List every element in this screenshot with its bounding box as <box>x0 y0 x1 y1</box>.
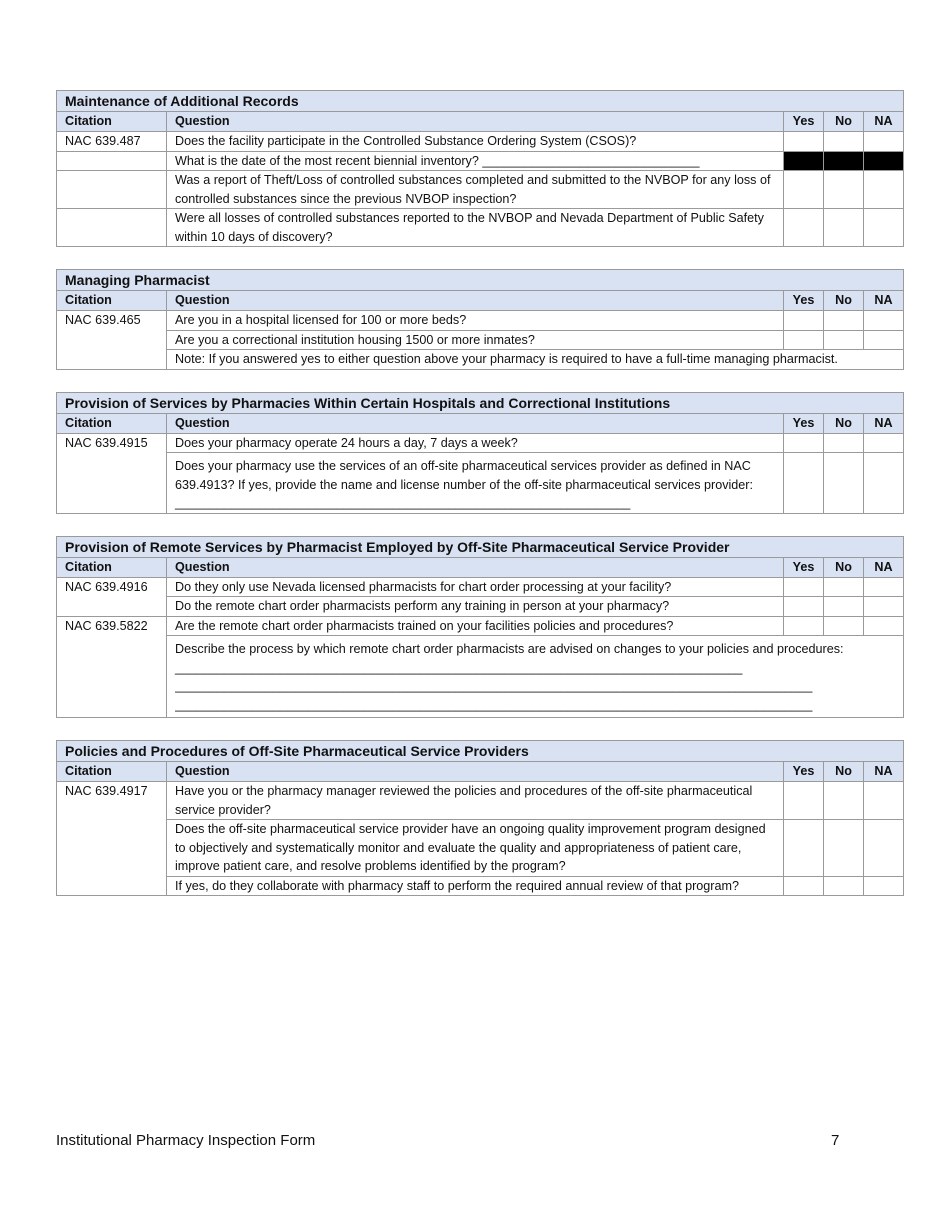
header-citation: Citation <box>57 557 167 577</box>
no-checkbox[interactable] <box>824 311 864 331</box>
header-yes: Yes <box>784 413 824 433</box>
yes-checkbox[interactable] <box>784 876 824 896</box>
header-no: No <box>824 762 864 782</box>
section-title: Maintenance of Additional Records <box>57 91 904 112</box>
table-row <box>57 820 904 877</box>
footer-form-name: Institutional Pharmacy Inspection Form <box>56 1132 316 1149</box>
question-cell: Do the remote chart order pharmacists perform any training in person at your pharmacy? <box>167 597 784 617</box>
section-maintenance-additional-records <box>56 90 904 247</box>
yes-checkbox[interactable] <box>784 577 824 597</box>
citation-cell: NAC 639.4917 <box>57 782 167 896</box>
header-question: Question <box>167 291 784 311</box>
table-row <box>57 577 904 597</box>
yes-checkbox[interactable] <box>784 616 824 636</box>
no-checkbox[interactable] <box>824 820 864 877</box>
table-row <box>57 782 904 820</box>
yes-checkbox[interactable] <box>784 209 824 247</box>
table-row <box>57 350 904 370</box>
header-citation: Citation <box>57 762 167 782</box>
no-checkbox[interactable] <box>824 433 864 453</box>
blacked-out-cell <box>784 151 824 171</box>
question-cell: Does the off-site pharmaceutical service provider have an ongoing quality improvement program designed to objectively and systematically monitor and evaluate the quality and appropriateness of patient care, improve patient care, and resolve problems identified by the program? <box>167 820 784 877</box>
section-title: Provision of Services by Pharmacies Within Certain Hospitals and Correctional Institutions <box>57 392 904 413</box>
section-provision-services-hospitals <box>56 392 904 514</box>
citation-cell <box>57 151 167 171</box>
describe-process-prompt: Describe the process by which remote chart order pharmacists are advised on changes to your policies and procedures: _________________________________________________________________________________ <box>175 642 844 675</box>
na-checkbox[interactable] <box>864 453 904 514</box>
header-question: Question <box>167 112 784 132</box>
question-cell: Were all losses of controlled substances reported to the NVBOP and Nevada Department of Public Safety within 10 days of discovery? <box>167 209 784 247</box>
blacked-out-cell <box>864 151 904 171</box>
table-row <box>57 636 904 718</box>
na-checkbox[interactable] <box>864 577 904 597</box>
header-citation: Citation <box>57 112 167 132</box>
na-checkbox[interactable] <box>864 311 904 331</box>
na-checkbox[interactable] <box>864 330 904 350</box>
table-row <box>57 311 904 331</box>
yes-checkbox[interactable] <box>784 171 824 209</box>
na-checkbox[interactable] <box>864 132 904 152</box>
header-citation: Citation <box>57 413 167 433</box>
na-checkbox[interactable] <box>864 597 904 617</box>
no-checkbox[interactable] <box>824 132 864 152</box>
blacked-out-cell <box>824 151 864 171</box>
question-cell: Are you in a hospital licensed for 100 or more beds? <box>167 311 784 331</box>
header-na: NA <box>864 413 904 433</box>
question-cell: Was a report of Theft/Loss of controlled substances completed and submitted to the NVBOP for any loss of controlled substances since the previous NVBOP inspection? <box>167 171 784 209</box>
header-no: No <box>824 112 864 132</box>
table-row <box>57 132 904 152</box>
question-cell: If yes, do they collaborate with pharmacy staff to perform the required annual review of that program? <box>167 876 784 896</box>
question-cell: Are you a correctional institution housing 1500 or more inmates? <box>167 330 784 350</box>
answer-line[interactable]: ___________________________________________________________________________________________ <box>175 697 813 712</box>
header-no: No <box>824 291 864 311</box>
section-policies-procedures-offsite <box>56 740 904 896</box>
no-checkbox[interactable] <box>824 209 864 247</box>
table-row <box>57 616 904 636</box>
table-row <box>57 453 904 514</box>
na-checkbox[interactable] <box>864 820 904 877</box>
yes-checkbox[interactable] <box>784 597 824 617</box>
no-checkbox[interactable] <box>824 876 864 896</box>
citation-cell: NAC 639.4915 <box>57 433 167 513</box>
table-row <box>57 209 904 247</box>
yes-checkbox[interactable] <box>784 782 824 820</box>
describe-process-field[interactable] <box>167 636 904 718</box>
section-title: Provision of Remote Services by Pharmacist Employed by Off-Site Pharmaceutical Service Provider <box>57 536 904 557</box>
no-checkbox[interactable] <box>824 616 864 636</box>
section-remote-services <box>56 536 904 719</box>
table-row <box>57 171 904 209</box>
yes-checkbox[interactable] <box>784 330 824 350</box>
header-na: NA <box>864 291 904 311</box>
header-question: Question <box>167 413 784 433</box>
question-cell: Does the facility participate in the Controlled Substance Ordering System (CSOS)? <box>167 132 784 152</box>
header-citation: Citation <box>57 291 167 311</box>
yes-checkbox[interactable] <box>784 820 824 877</box>
yes-checkbox[interactable] <box>784 433 824 453</box>
table-row <box>57 876 904 896</box>
yes-checkbox[interactable] <box>784 132 824 152</box>
note-cell: Note: If you answered yes to either question above your pharmacy is required to have a full-time managing pharmacist. <box>167 350 904 370</box>
header-yes: Yes <box>784 762 824 782</box>
question-cell: Are the remote chart order pharmacists trained on your facilities policies and procedures? <box>167 616 784 636</box>
header-no: No <box>824 557 864 577</box>
na-checkbox[interactable] <box>864 433 904 453</box>
no-checkbox[interactable] <box>824 171 864 209</box>
na-checkbox[interactable] <box>864 171 904 209</box>
header-na: NA <box>864 762 904 782</box>
no-checkbox[interactable] <box>824 330 864 350</box>
na-checkbox[interactable] <box>864 876 904 896</box>
citation-cell: NAC 639.5822 <box>57 616 167 718</box>
yes-checkbox[interactable] <box>784 311 824 331</box>
no-checkbox[interactable] <box>824 577 864 597</box>
citation-cell: NAC 639.487 <box>57 132 167 152</box>
citation-cell: NAC 639.465 <box>57 311 167 370</box>
section-managing-pharmacist <box>56 269 904 370</box>
header-no: No <box>824 413 864 433</box>
na-checkbox[interactable] <box>864 782 904 820</box>
page-number: 7 <box>831 1132 840 1149</box>
question-cell: Does your pharmacy operate 24 hours a day, 7 days a week? <box>167 433 784 453</box>
section-title: Managing Pharmacist <box>57 270 904 291</box>
question-cell-with-blank[interactable]: What is the date of the most recent biennial inventory? _______________________________ <box>167 151 784 171</box>
header-na: NA <box>864 112 904 132</box>
no-checkbox[interactable] <box>824 453 864 514</box>
form-page <box>56 90 903 918</box>
header-yes: Yes <box>784 112 824 132</box>
citation-cell: NAC 639.4916 <box>57 577 167 616</box>
citation-cell <box>57 209 167 247</box>
header-yes: Yes <box>784 291 824 311</box>
table-row <box>57 597 904 617</box>
answer-line[interactable]: ___________________________________________________________________________________________ <box>175 679 813 693</box>
yes-checkbox[interactable] <box>784 453 824 514</box>
section-title: Policies and Procedures of Off-Site Pharmaceutical Service Providers <box>57 741 904 762</box>
no-checkbox[interactable] <box>824 782 864 820</box>
table-row <box>57 433 904 453</box>
table-row <box>57 330 904 350</box>
question-cell: Do they only use Nevada licensed pharmacists for chart order processing at your facility? <box>167 577 784 597</box>
header-question: Question <box>167 762 784 782</box>
question-cell: Have you or the pharmacy manager reviewed the policies and procedures of the off-site pharmaceutical service provider? <box>167 782 784 820</box>
na-checkbox[interactable] <box>864 616 904 636</box>
citation-cell <box>57 171 167 209</box>
question-cell-with-blank[interactable]: Does your pharmacy use the services of an off-site pharmaceutical services provider as defined in NAC 639.4913? If yes, provide the name and license number of the off-site pharmaceutical services provider: _________________________________________________________________ <box>167 453 784 514</box>
no-checkbox[interactable] <box>824 597 864 617</box>
table-row <box>57 151 904 171</box>
header-yes: Yes <box>784 557 824 577</box>
na-checkbox[interactable] <box>864 209 904 247</box>
header-question: Question <box>167 557 784 577</box>
header-na: NA <box>864 557 904 577</box>
